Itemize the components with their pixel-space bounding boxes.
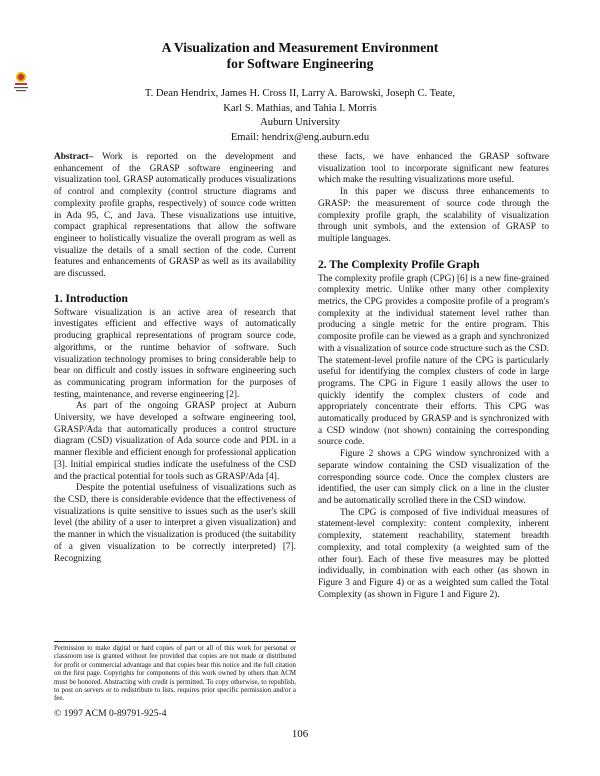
section-2-paragraph-2: Figure 2 shows a CPG window synchronized with a separate window containing the CSD visualization of the corresponding source code. Once the complex clusters are identified, the user can simply click on a line in the cluster and be automatically scrolled there in the CSD window.	[318, 449, 549, 506]
right-column	[318, 152, 549, 601]
intro-continued-paragraph: these facts, we have enhanced the GRASP software visualization tool to incorporate significant new features which make the resulting visualizations more useful.	[318, 152, 549, 186]
section-1-paragraph-1: Software visualization is an active area of research that investigates efficient and effective ways of automatically producing graphical representations of program source code, algorithms, or the runtime behavior of software. Such visualization technology promises to bring considerable help to bear on difficult and costly issues in software engineering such as communicating program information for the purposes of testing, maintenance, and reverse engineering [2].	[54, 307, 296, 400]
paper-title-line-1: A Visualization and Measurement Environment	[161, 40, 439, 55]
permission-footnote: Permission to make digital or hard copies of part or all of this work for personal or classroom use is granted without fee provided that copies are not made or distributed for profit or commercial advantage and that copies bear this notice and the full citation on the first page. Copyrights for components of this work owned by others than ACM must be honored. Abstracting with credit is permitted. To copy otherwise, to republish, to post on servers or to redistribute to lists, requires prior specific permission and/or a fee.	[54, 641, 296, 704]
section-2-heading: 2. The Complexity Profile Graph	[318, 258, 480, 271]
copyright-notice: © 1997 ACM 0-89791-925-4	[54, 708, 167, 719]
authors-line-1: T. Dean Hendrix, James H. Cross II, Larry A. Barowski, Joseph C. Teate,	[144, 88, 456, 99]
section-2-paragraph-1: The complexity profile graph (CPG) [6] is a new fine-grained complexity metric. Unlike other many other complexity metrics, the CPG provides a composite profile of a program's complexity at the individual statement level rather than producing a single metric for the entire program. This composite profile can be viewed as a graph and synchronized with a visualization of source code structure such as the CSD. The statement-level profile nature of the CPG is particularly useful for identifying the complex clusters of code in large programs. The CPG in Figure 1 easily allows the user to quickly identify the complex clusters of code and appropriately concentrate their efforts. This CPG was automatically produced by GRASP and is synchronized with a CSD window (not shown) containing the corresponding source code.	[318, 273, 549, 448]
section-2-paragraph-3: The CPG is composed of five individual measures of statement-level complexity: content complexity, inherent complexity, statement reachability, statement breadth complexity, and total complexity (a weighted sum of the other four). Each of these five measures may be plotted individually, in combination with each other (as shown in Figure 3 and Figure 4) or as a weighted sum called the Total Complexity (as shown in Figure 1 and Figure 2).	[318, 507, 549, 600]
section-1-heading: 1. Introduction	[54, 292, 128, 305]
intro-enhancements-paragraph: In this paper we discuss three enhancements to GRASP: the measurement of source code through the complexity profile graph, the scalability of visualization through unit symbols, and the extension of GRASP to multiple languages.	[318, 187, 549, 244]
left-column	[54, 152, 296, 565]
paper-title-line-2: for Software Engineering	[226, 56, 374, 71]
abstract-label: Abstract–	[54, 152, 94, 162]
page-number: 106	[291, 728, 309, 740]
author-block	[0, 87, 600, 145]
author-email: Email: hendrix@eng.auburn.edu	[230, 131, 370, 143]
affiliation: Auburn University	[260, 117, 340, 129]
section-1-paragraph-2: As part of the ongoing GRASP project at Auburn University, we have developed a software engineering tool, GRASP/Ada that automatically produces a control structure diagram (CSD) visualization of Ada source code and PDL in a manner flexible and efficient enough for professional application [3]. Initial empirical studies indicate the usefulness of the CSD and the practical potential for tools such as GRASP/Ada [4].	[54, 401, 296, 482]
authors-line-2: Karl S. Mathias, and Tahia I. Morris	[223, 102, 377, 114]
section-1-paragraph-3: Despite the potential usefulness of visualizations such as the CSD, there is considerable evidence that the effectiveness of visualizations is quite sensitive to issues such as the user's skill level (the ability of a user to interpret a given visualization) and the manner in which the visualization is produced (the suitability of a given visualization to be correctly interpreted) [7]. Recognizing	[54, 483, 296, 564]
abstract-text: Work is reported on the development and enhancement of the GRASP software engineering and visualization tool. GRASP automatically produces visualizations of control and complexity (control structure diagrams and complexity profile graphs, respectively) of source code written in Ada 95, C, and Java. These visualizations use intuitive, compact graphical representations that allow the software engineer to holistically visualize the overall program as well as visualize the details of a small section of the code. Current features and enhancements of GRASP as well as its availability are discussed.	[54, 152, 296, 280]
abstract	[54, 152, 296, 281]
